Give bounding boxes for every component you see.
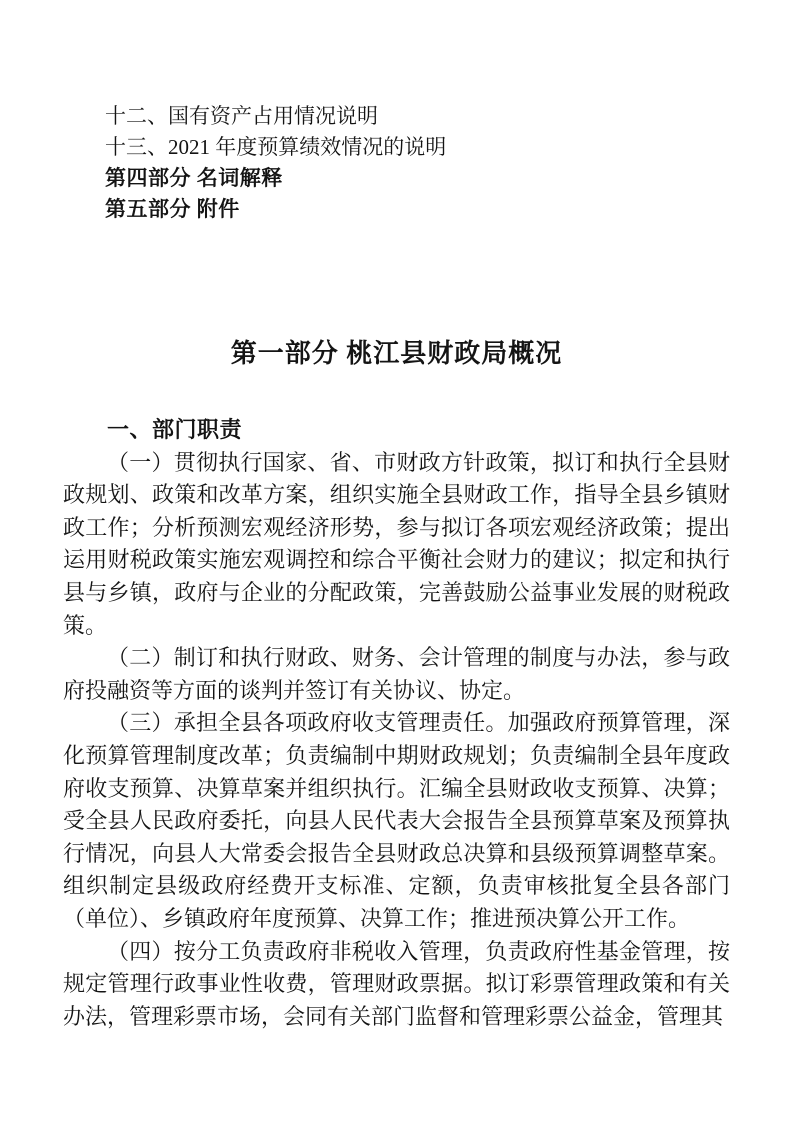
paragraph-duty-2: （二）制订和执行财政、财务、会计管理的制度与办法，参与政府投融资等方面的谈判并签订有关协议、协定。 [63, 645, 730, 703]
body-heading-duties: 一、部门职责 [107, 417, 243, 442]
paragraph-duty-3: （三）承担全县各项政府收支管理责任。加强政府预算管理，深化预算管理制度改革；负责编制中期财政规划；负责编制全县年度政府收支预算、决算草案并组织执行。汇编全县财政收支预算、决算；受全县人民政府委托，向县人民代表大会报告全县预算草案及预算执行情况，向县人大常委会报告全县财政总决算和县级预算调整草案。组织制定县级政府经费开支标准、定额，负责审核批复全县各部门（单位）、乡镇政府年度预算、决算工作；推进预决算公开工作。 [63, 710, 730, 931]
toc-item-part5: 第五部分 附件 [105, 197, 240, 221]
toc-item-part4: 第四部分 名词解释 [105, 166, 283, 190]
toc-item-13: 十三、2021 年度预算绩效情况的说明 [105, 135, 447, 159]
toc-item-12: 十二、国有资产占用情况说明 [105, 104, 378, 128]
section-title: 第一部分 桃江县财政局概况 [230, 339, 563, 368]
paragraph-duty-1: （一）贯彻执行国家、省、市财政方针政策，拟订和执行全县财政规划、政策和改革方案，组织实施全县财政工作，指导全县乡镇财政工作；分析预测宏观经济形势，参与拟订各项宏观经济政策；提出运用财税政策实施宏观调控和综合平衡社会财力的建议；拟定和执行县与乡镇，政府与企业的分配政策，完善鼓励公益事业发展的财税政策。 [63, 449, 730, 638]
table-of-contents [63, 101, 730, 225]
paragraph-duty-4: （四）按分工负责政府非税收入管理，负责政府性基金管理，按规定管理行政事业性收费，管理财政票据。拟订彩票管理政策和有关办法，管理彩票市场，会同有关部门监督和管理彩票公益金，管理其 [63, 938, 730, 1029]
